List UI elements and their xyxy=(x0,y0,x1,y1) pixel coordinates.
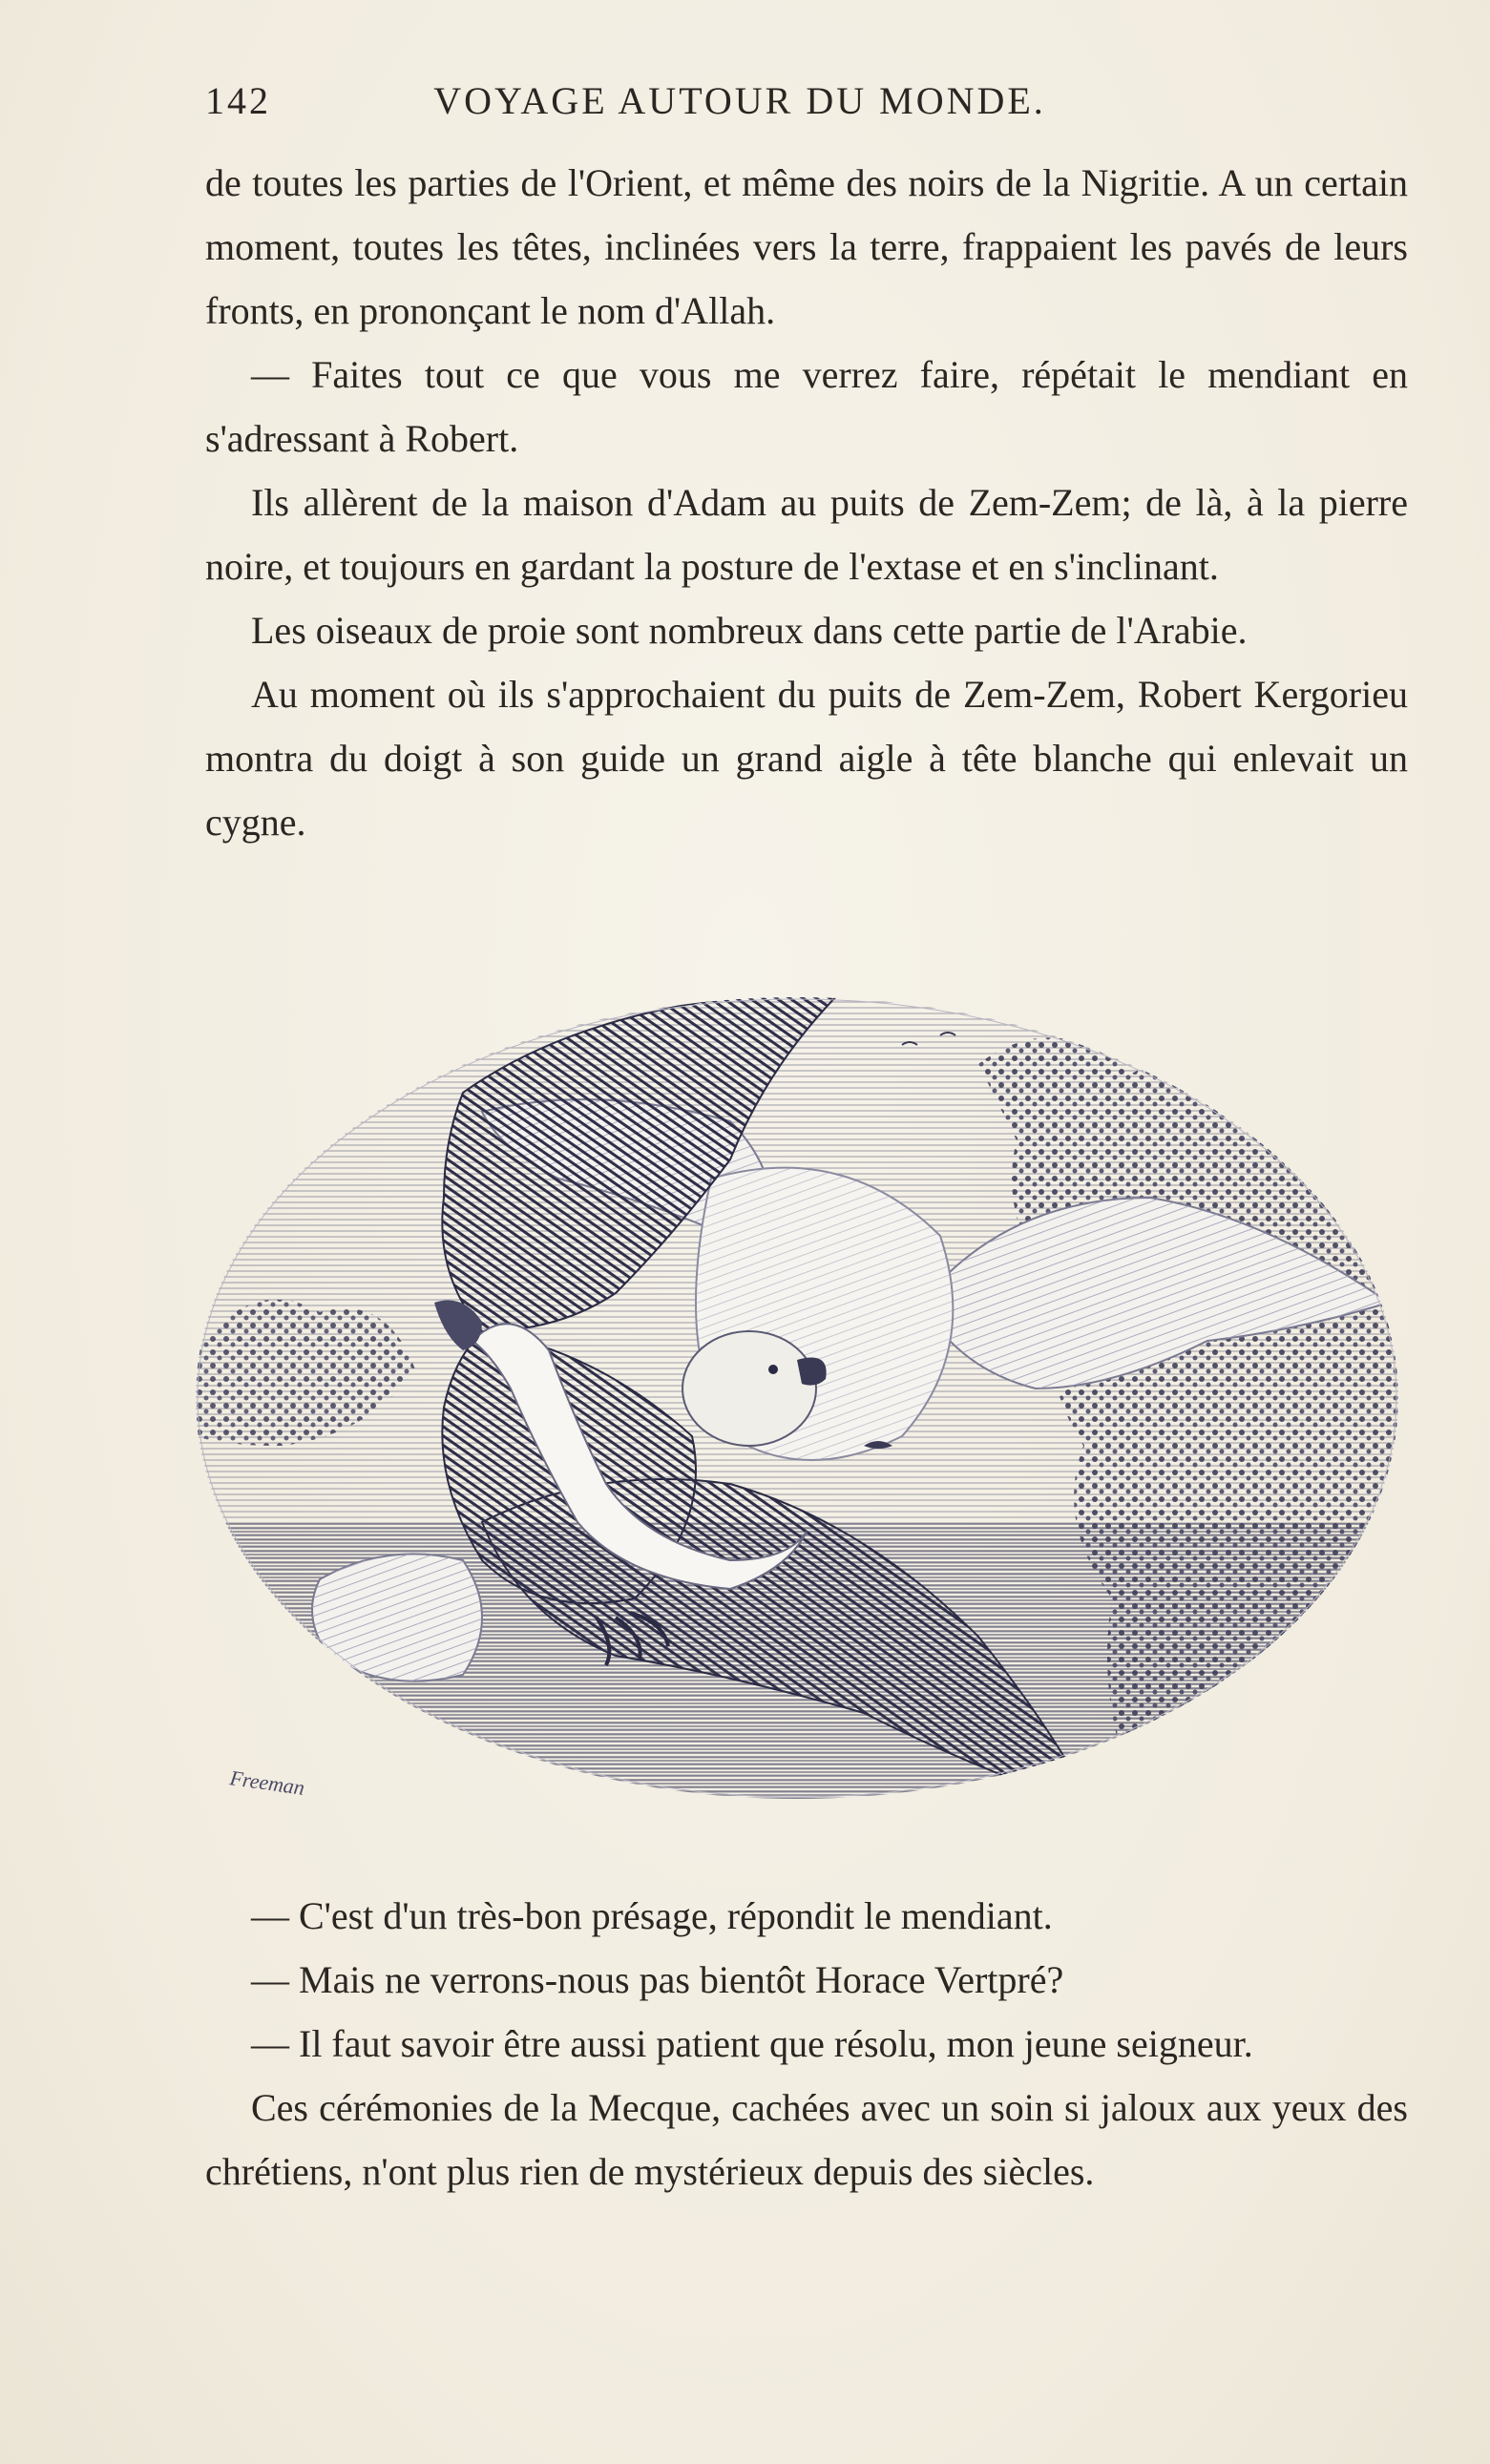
paragraph-dialogue: — Mais ne verrons-nous pas bientôt Horace Vertpré? xyxy=(251,1958,1064,2001)
paragraph-dialogue: — C'est d'un très-bon présage, répondit le mendiant. xyxy=(251,1894,1053,1937)
paragraph: Au moment où ils s'approchaient du puits de Zem-Zem, Robert Kergorieu montra du doigt à son guide un grand aigle à tête blanche qui enlevait un cygne. xyxy=(205,673,1408,844)
page-header xyxy=(205,78,1236,136)
paragraph-dialogue: — Faites tout ce que vous me verrez faire, répétait le mendiant en s'adressant à Robert. xyxy=(205,353,1408,460)
paragraph: Ces cérémonies de la Mecque, cachées avec un soin si jaloux aux yeux des chrétiens, n'ont plus rien de mystérieux depuis des siècles. xyxy=(205,2086,1408,2193)
eagle-and-swan-engraving xyxy=(196,988,1398,1827)
paragraph: Ils allèrent de la maison d'Adam au puits de Zem-Zem; de là, à la pierre noire, et toujours en gardant la posture de l'extase et en s'inclinant. xyxy=(205,481,1408,588)
paragraph-dialogue: — Il faut savoir être aussi patient que résolu, mon jeune seigneur. xyxy=(251,2022,1253,2065)
text-block-bottom xyxy=(205,1884,1408,2203)
paragraph-continuation: de toutes les parties de l'Orient, et même des noirs de la Nigritie. A un certain moment, toutes les têtes, inclinées vers la terre, frappaient les pavés de leurs fronts, en prononçant le nom d'Allah. xyxy=(205,161,1408,332)
engraving-illustration xyxy=(196,988,1398,1827)
page-number: 142 xyxy=(205,79,271,122)
paragraph: Les oiseaux de proie sont nombreux dans cette partie de l'Arabie. xyxy=(251,609,1248,652)
engraver-signature: Freeman xyxy=(228,1765,306,1800)
text-block-top xyxy=(205,151,1408,854)
running-title: VOYAGE AUTOUR DU MONDE. xyxy=(433,79,1046,122)
